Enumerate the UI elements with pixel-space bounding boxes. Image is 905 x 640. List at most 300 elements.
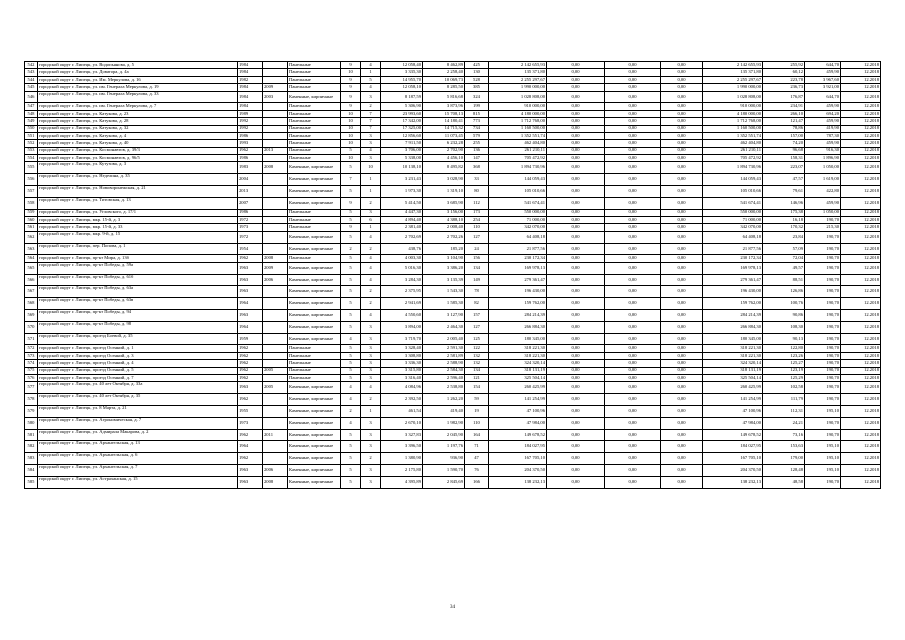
table-cell: 1 160 500,00 bbox=[489, 125, 547, 132]
table-cell: Каменные, кирпичные bbox=[288, 197, 341, 209]
table-cell: 21 877,56 bbox=[703, 243, 763, 255]
table-cell: 569 bbox=[25, 310, 38, 322]
table-cell: 0,00 bbox=[605, 62, 661, 69]
table-cell: Панельные bbox=[288, 147, 341, 154]
table-cell: 3 967,60 bbox=[805, 76, 841, 83]
table-cell: 190,70 bbox=[805, 321, 841, 333]
table-cell: 528 bbox=[465, 76, 489, 83]
table-cell: 550 000,00 bbox=[703, 209, 763, 216]
table-cell: 149 678,52 bbox=[489, 429, 547, 441]
table-cell: 0,00 bbox=[661, 155, 703, 162]
table-cell: 2 375,95 bbox=[381, 286, 423, 298]
table-cell: 255 bbox=[465, 140, 489, 147]
table-cell: 705 472,92 bbox=[703, 155, 763, 162]
table-cell: 644,70 bbox=[805, 62, 841, 69]
table-cell: 0,00 bbox=[661, 321, 703, 333]
table-cell: 130 bbox=[465, 69, 489, 76]
table-cell: 190,70 bbox=[805, 243, 841, 255]
table-cell: 559 bbox=[25, 209, 38, 216]
table-cell bbox=[263, 453, 288, 465]
table-cell: 3 bbox=[361, 374, 381, 381]
table-cell: 3 bbox=[361, 367, 381, 374]
table-cell: 159 762,00 bbox=[703, 298, 763, 310]
table-cell: Панельные bbox=[288, 110, 341, 117]
table-cell: 1954 bbox=[238, 243, 263, 255]
table-cell: 0,00 bbox=[547, 76, 605, 83]
table-cell: 0,00 bbox=[605, 333, 661, 345]
table-cell: 12.2018 bbox=[841, 132, 881, 139]
table-cell: 12.2018 bbox=[841, 394, 881, 406]
table-cell: 549 bbox=[25, 118, 38, 125]
table-cell: 0,00 bbox=[547, 110, 605, 117]
table-cell: 12.2018 bbox=[841, 286, 881, 298]
table-cell: 4 388,10 bbox=[423, 217, 465, 224]
table-cell: Панельные bbox=[288, 224, 341, 231]
table-row bbox=[25, 209, 881, 216]
table-cell: 4 447,30 bbox=[381, 209, 423, 216]
table-cell: 2 142 655,93 bbox=[703, 62, 763, 69]
table-cell: 223,07 bbox=[763, 162, 805, 174]
table-cell: 5 bbox=[341, 429, 361, 441]
table-row bbox=[25, 224, 881, 231]
table-cell: 0,00 bbox=[547, 374, 605, 381]
table-cell: 47 100,96 bbox=[489, 405, 547, 417]
table-cell: 1 bbox=[361, 405, 381, 417]
table-cell: 575 bbox=[25, 367, 38, 374]
table-cell bbox=[263, 231, 288, 243]
table-cell: 12.2018 bbox=[841, 118, 881, 125]
table-cell: 164 bbox=[465, 429, 489, 441]
table-cell: 0,00 bbox=[605, 174, 661, 186]
table-cell: 76 bbox=[465, 464, 489, 476]
table-cell bbox=[263, 103, 288, 110]
table-cell: 541 674,41 bbox=[703, 197, 763, 209]
table-cell: 12.2018 bbox=[841, 374, 881, 381]
table-cell: 558 bbox=[25, 197, 38, 209]
table-row bbox=[25, 476, 881, 488]
table-cell: 0,00 bbox=[605, 405, 661, 417]
table-cell: 0,00 bbox=[661, 76, 703, 83]
table-cell: Панельные bbox=[288, 155, 341, 162]
table-cell: 1962 bbox=[238, 360, 263, 367]
table-cell: городской округ г. Липецк, ул. Нововоронежская, д. 21 bbox=[38, 186, 238, 198]
table-cell: 1964 bbox=[238, 321, 263, 333]
table-cell: 73,16 bbox=[763, 429, 805, 441]
table-cell: 1962 bbox=[238, 352, 263, 359]
table-cell: 3 894,00 bbox=[381, 321, 423, 333]
table-cell: 0,00 bbox=[605, 286, 661, 298]
table-cell: 815 bbox=[465, 110, 489, 117]
table-cell: 1 380,90 bbox=[381, 453, 423, 465]
table-cell: 0,00 bbox=[547, 382, 605, 394]
table-cell: 10 069,73 bbox=[423, 76, 465, 83]
table-cell: 149 678,52 bbox=[703, 429, 763, 441]
table-cell: городской округ г. Липецк, ул. Катукова, д. 23 bbox=[38, 110, 238, 117]
table-cell: 11 073,45 bbox=[423, 132, 465, 139]
table-cell: 572 bbox=[25, 345, 38, 352]
table-cell: городской округ г. Липецк, проезд Боевой, д. 35 bbox=[38, 333, 238, 345]
table-cell: 1 bbox=[361, 174, 381, 186]
table-cell: Каменные, кирпичные bbox=[288, 441, 341, 453]
table-row bbox=[25, 374, 881, 381]
table-cell: 5 bbox=[341, 441, 361, 453]
table-cell: 2 538,80 bbox=[423, 382, 465, 394]
table-cell: 0,00 bbox=[605, 231, 661, 243]
table-cell: 16,18 bbox=[763, 217, 805, 224]
table-cell: 0,00 bbox=[605, 140, 661, 147]
table-row bbox=[25, 140, 881, 147]
table-cell: 1 050,00 bbox=[805, 209, 841, 216]
table-cell: 3 104,90 bbox=[423, 255, 465, 262]
table-cell: городской округ г. Липецк, проезд Осенний, д. 1 bbox=[38, 345, 238, 352]
table-cell: 560 bbox=[25, 217, 38, 224]
table-cell: 1 896,90 bbox=[805, 155, 841, 162]
table-cell: 234,91 bbox=[763, 103, 805, 110]
table-cell: 123,26 bbox=[763, 352, 805, 359]
table-cell: 1984 bbox=[238, 62, 263, 69]
table-cell bbox=[263, 374, 288, 381]
table-cell: 12.2018 bbox=[841, 162, 881, 174]
table-cell: 12.2018 bbox=[841, 209, 881, 216]
table-row bbox=[25, 110, 881, 117]
table-cell: 0,00 bbox=[661, 110, 703, 117]
table-cell: 190,70 bbox=[805, 255, 841, 262]
table-cell: 2003 bbox=[263, 91, 288, 103]
table-cell: 7 bbox=[341, 174, 361, 186]
table-cell: 0,00 bbox=[605, 132, 661, 139]
table-cell: 0,00 bbox=[605, 155, 661, 162]
table-cell: 0,00 bbox=[661, 274, 703, 286]
table-cell: 12.2018 bbox=[841, 243, 881, 255]
table-cell: 100,76 bbox=[763, 298, 805, 310]
table-cell: 1962 bbox=[238, 147, 263, 154]
table-cell bbox=[263, 243, 288, 255]
table-cell: 0,00 bbox=[605, 76, 661, 83]
table-cell: 12.2018 bbox=[841, 197, 881, 209]
table-cell: 1 973,30 bbox=[381, 186, 423, 198]
table-cell: 4 bbox=[361, 84, 381, 91]
table-cell: городской округ г. Липецк, ул. Космонавтов, д. 39/3 bbox=[38, 147, 238, 154]
table-cell: 1963 bbox=[238, 310, 263, 322]
table-cell: 3 127,90 bbox=[423, 310, 465, 322]
table-cell: 196 430,00 bbox=[703, 286, 763, 298]
table-cell: 2 581,89 bbox=[423, 352, 465, 359]
table-cell: 0,00 bbox=[605, 352, 661, 359]
table-cell: 4 894,40 bbox=[381, 217, 423, 224]
table-cell: 419,90 bbox=[805, 125, 841, 132]
housing-program-table bbox=[24, 61, 881, 489]
table-cell: 1 352 551,74 bbox=[489, 132, 547, 139]
table-cell: 3 bbox=[361, 345, 381, 352]
table-cell: 80 bbox=[465, 186, 489, 198]
table-row bbox=[25, 360, 881, 367]
table-cell: 175,38 bbox=[763, 209, 805, 216]
table-cell: 121 bbox=[465, 374, 489, 381]
table-cell: 0,00 bbox=[547, 118, 605, 125]
table-cell: Каменные, кирпичные bbox=[288, 333, 341, 345]
table-cell: 1972 bbox=[238, 217, 263, 224]
table-cell: 0,00 bbox=[661, 140, 703, 147]
table-cell: 19 bbox=[465, 405, 489, 417]
table-cell: 563 bbox=[25, 243, 38, 255]
table-cell: 132 bbox=[465, 352, 489, 359]
table-cell: 459,90 bbox=[805, 69, 841, 76]
table-cell: 127 bbox=[465, 231, 489, 243]
table-cell: 0,00 bbox=[661, 91, 703, 103]
table-cell: 0,00 bbox=[547, 405, 605, 417]
table-cell: 2 142 655,93 bbox=[489, 62, 547, 69]
table-cell: 705 472,92 bbox=[489, 155, 547, 162]
table-cell: 3 719,70 bbox=[381, 333, 423, 345]
table-cell: 12.2018 bbox=[841, 453, 881, 465]
table-cell: 565 bbox=[25, 262, 38, 274]
table-cell: 144 059,43 bbox=[703, 174, 763, 186]
table-cell bbox=[263, 310, 288, 322]
table-cell: 936,90 bbox=[423, 453, 465, 465]
table-cell: 179,00 bbox=[763, 453, 805, 465]
table-cell: 0,00 bbox=[605, 453, 661, 465]
table-cell: 0,00 bbox=[547, 417, 605, 429]
table-cell: 3 028,90 bbox=[423, 174, 465, 186]
table-cell: 261 210,11 bbox=[489, 147, 547, 154]
table-cell: 12.2018 bbox=[841, 91, 881, 103]
table-cell: городской округ г. Липецк, ул. Катукова, д. 40 bbox=[38, 140, 238, 147]
table-cell: 279 361,47 bbox=[703, 274, 763, 286]
table-cell: 1962 bbox=[238, 429, 263, 441]
table-cell: городской округ г. Липецк, ул. Титовская, д. 13 bbox=[38, 197, 238, 209]
table-cell: 128,48 bbox=[763, 464, 805, 476]
table-cell: 12.2018 bbox=[841, 186, 881, 198]
table-cell: 190,70 bbox=[805, 345, 841, 352]
table-cell: 4 180 000,00 bbox=[489, 110, 547, 117]
page-number: 34 bbox=[450, 605, 455, 610]
table-row bbox=[25, 76, 881, 83]
table-cell: 134 bbox=[465, 367, 489, 374]
table-cell: 0,00 bbox=[605, 417, 661, 429]
table-cell: 4 bbox=[341, 394, 361, 406]
table-cell: 0,00 bbox=[661, 243, 703, 255]
table-cell: 425 bbox=[465, 62, 489, 69]
table-cell: 190,70 bbox=[805, 360, 841, 367]
table-cell: 422,80 bbox=[805, 186, 841, 198]
table-cell bbox=[263, 118, 288, 125]
table-cell: городской округ г. Липецк, ул. Космонавтов, д. 96/5 bbox=[38, 155, 238, 162]
table-cell: 121,47 bbox=[763, 118, 805, 125]
table-cell: 5 306,90 bbox=[381, 103, 423, 110]
table-cell: 153,63 bbox=[763, 441, 805, 453]
table-cell: 0,00 bbox=[547, 429, 605, 441]
table-cell: городской округ г. Липецк, пр-кт Победы, д. 98 bbox=[38, 321, 238, 333]
table-cell: 2 702,90 bbox=[423, 147, 465, 154]
table-cell: 2013 bbox=[263, 147, 288, 154]
table-cell: городской округ г. Липецк, ул. 8 Марта, д. 21 bbox=[38, 405, 238, 417]
table-cell: 577 bbox=[25, 382, 38, 394]
table-cell: городской округ г. Липецк, ул. Катукова, д. 4 bbox=[38, 132, 238, 139]
table-cell: 0,00 bbox=[605, 345, 661, 352]
table-cell: 5 bbox=[341, 255, 361, 262]
table-cell: 14 955,70 bbox=[381, 76, 423, 83]
table-cell: 12.2018 bbox=[841, 429, 881, 441]
table-cell: 0,00 bbox=[605, 69, 661, 76]
table-cell: 190,70 bbox=[805, 352, 841, 359]
table-cell: 1962 bbox=[238, 255, 263, 262]
table-cell: 1963 bbox=[238, 286, 263, 298]
table-cell: 2006 bbox=[263, 274, 288, 286]
table-cell: Каменные, кирпичные bbox=[288, 162, 341, 174]
table-cell: 1 990 000,00 bbox=[489, 84, 547, 91]
table-cell: 0,00 bbox=[605, 382, 661, 394]
table-cell: 23,84 bbox=[763, 231, 805, 243]
table-cell: 2008 bbox=[263, 255, 288, 262]
table-cell: городской округ г. Липецк, ул. Кутузова, д. 3 bbox=[38, 162, 238, 174]
table-cell: 5 414,50 bbox=[381, 197, 423, 209]
table-cell: 10 bbox=[341, 155, 361, 162]
table-cell: 10 bbox=[341, 125, 361, 132]
table-cell: 110 bbox=[465, 224, 489, 231]
table-cell: 1973 bbox=[238, 224, 263, 231]
table-cell: Каменные, кирпичные bbox=[288, 453, 341, 465]
table-cell: 0,00 bbox=[605, 125, 661, 132]
table-cell: 185,20 bbox=[423, 243, 465, 255]
table-cell: 0,00 bbox=[661, 224, 703, 231]
table-cell: 12.2018 bbox=[841, 345, 881, 352]
table-cell: 9 bbox=[341, 197, 361, 209]
table-cell: 552 bbox=[25, 140, 38, 147]
table-cell: 1 894 730,96 bbox=[703, 162, 763, 174]
table-cell: 141 254,99 bbox=[703, 394, 763, 406]
table-cell: городской округ г. Липецк, мкр. 15-й, д. 3 bbox=[38, 217, 238, 224]
table-cell: 916,30 bbox=[805, 147, 841, 154]
table-cell: 236,73 bbox=[763, 84, 805, 91]
table-cell: 12.2018 bbox=[841, 405, 881, 417]
table-cell: 554 bbox=[25, 155, 38, 162]
table-cell: 325 504,14 bbox=[489, 374, 547, 381]
table-cell: 0,00 bbox=[547, 394, 605, 406]
table-cell: 1982 bbox=[238, 76, 263, 83]
table-cell: 562 bbox=[25, 231, 38, 243]
table-cell bbox=[263, 110, 288, 117]
table-cell: 195,10 bbox=[805, 453, 841, 465]
table-cell: 125,29 bbox=[763, 374, 805, 381]
table-cell: 144 059,43 bbox=[489, 174, 547, 186]
table-cell: 190,70 bbox=[805, 310, 841, 322]
table-cell: 196 430,00 bbox=[489, 286, 547, 298]
table-cell: Панельные bbox=[288, 140, 341, 147]
table-cell: 787,30 bbox=[805, 132, 841, 139]
table-cell: 0,00 bbox=[547, 217, 605, 224]
table-cell: 169 978,13 bbox=[489, 262, 547, 274]
table-cell: 581 bbox=[25, 429, 38, 441]
table-cell: 3 873,96 bbox=[423, 103, 465, 110]
table-cell: 2 bbox=[341, 405, 361, 417]
table-cell: 1973 bbox=[238, 417, 263, 429]
table-cell: 0,00 bbox=[661, 394, 703, 406]
table-cell: 0,00 bbox=[661, 197, 703, 209]
table-cell bbox=[263, 394, 288, 406]
table-cell bbox=[263, 209, 288, 216]
table-cell: городской округ г. Липецк, ул. Угловского, д. 17/1 bbox=[38, 209, 238, 216]
table-cell: 12.2018 bbox=[841, 217, 881, 224]
table-cell: 71 bbox=[465, 441, 489, 453]
table-cell: 3 921,00 bbox=[805, 84, 841, 91]
table-cell: 2013 bbox=[238, 186, 263, 198]
table-cell: 5 bbox=[341, 298, 361, 310]
table-cell bbox=[263, 360, 288, 367]
table-cell: 12.2018 bbox=[841, 62, 881, 69]
table-cell: 3 706,00 bbox=[381, 147, 423, 154]
table-cell: 419,40 bbox=[423, 405, 465, 417]
table-cell: 0,00 bbox=[661, 345, 703, 352]
table-cell: 1 050,00 bbox=[805, 162, 841, 174]
table-cell: 1984 bbox=[238, 84, 263, 91]
table-cell: 2 bbox=[361, 453, 381, 465]
table-cell: 0,00 bbox=[605, 298, 661, 310]
table-cell: 2011 bbox=[263, 429, 288, 441]
table-cell: 1 352 551,74 bbox=[703, 132, 763, 139]
table-cell: Каменные, кирпичные bbox=[288, 429, 341, 441]
table-cell: 2 702,26 bbox=[423, 231, 465, 243]
table-cell: 12.2018 bbox=[841, 417, 881, 429]
table-cell: 134 bbox=[465, 262, 489, 274]
table-cell: 167 705,10 bbox=[703, 453, 763, 465]
table-cell: 230 172,34 bbox=[489, 255, 547, 262]
table-cell: 3 308,80 bbox=[381, 352, 423, 359]
table-cell: Панельные bbox=[288, 132, 341, 139]
table-cell bbox=[263, 76, 288, 83]
table-cell: 0,00 bbox=[661, 231, 703, 243]
table-cell: 125,27 bbox=[763, 360, 805, 367]
table-cell: 12.2018 bbox=[841, 174, 881, 186]
table-cell: 0,00 bbox=[661, 360, 703, 367]
table-cell: 4 456,10 bbox=[423, 155, 465, 162]
table-cell: 579 bbox=[465, 132, 489, 139]
table-cell: 190,70 bbox=[805, 333, 841, 345]
table-cell: 0,00 bbox=[547, 464, 605, 476]
table-cell: Панельные bbox=[288, 360, 341, 367]
table-cell: 5 bbox=[341, 162, 361, 174]
table-cell: 195,10 bbox=[805, 405, 841, 417]
table-cell: 8 462,89 bbox=[423, 62, 465, 69]
table-cell: 544 bbox=[25, 76, 38, 83]
table-row bbox=[25, 243, 881, 255]
table-cell: 3 231,43 bbox=[381, 174, 423, 186]
table-cell: 0,00 bbox=[605, 243, 661, 255]
table-cell: 24 bbox=[465, 243, 489, 255]
table-row bbox=[25, 441, 881, 453]
table-cell: 190,70 bbox=[805, 231, 841, 243]
table-cell: 578 bbox=[25, 394, 38, 406]
table-cell: 910 000,00 bbox=[489, 103, 547, 110]
table-cell: 318 221,30 bbox=[703, 345, 763, 352]
table-cell: 582 bbox=[25, 441, 38, 453]
table-row bbox=[25, 453, 881, 465]
table-cell: Панельные bbox=[288, 125, 341, 132]
table-row bbox=[25, 394, 881, 406]
table-cell: 82 bbox=[465, 298, 489, 310]
table-cell: 3 bbox=[361, 429, 381, 441]
table-cell: 547 bbox=[25, 103, 38, 110]
table-cell: 0,00 bbox=[547, 352, 605, 359]
table-cell: 3 336,30 bbox=[381, 360, 423, 367]
table-cell: 7 911,50 bbox=[381, 140, 423, 147]
table-cell: 159 762,00 bbox=[489, 298, 547, 310]
table-cell: 0,00 bbox=[547, 345, 605, 352]
table-cell: 0,00 bbox=[547, 147, 605, 154]
table-cell: 3 328,40 bbox=[381, 345, 423, 352]
table-cell: 74,20 bbox=[763, 140, 805, 147]
table-cell: 12.2018 bbox=[841, 382, 881, 394]
table-cell: 0,00 bbox=[547, 186, 605, 198]
